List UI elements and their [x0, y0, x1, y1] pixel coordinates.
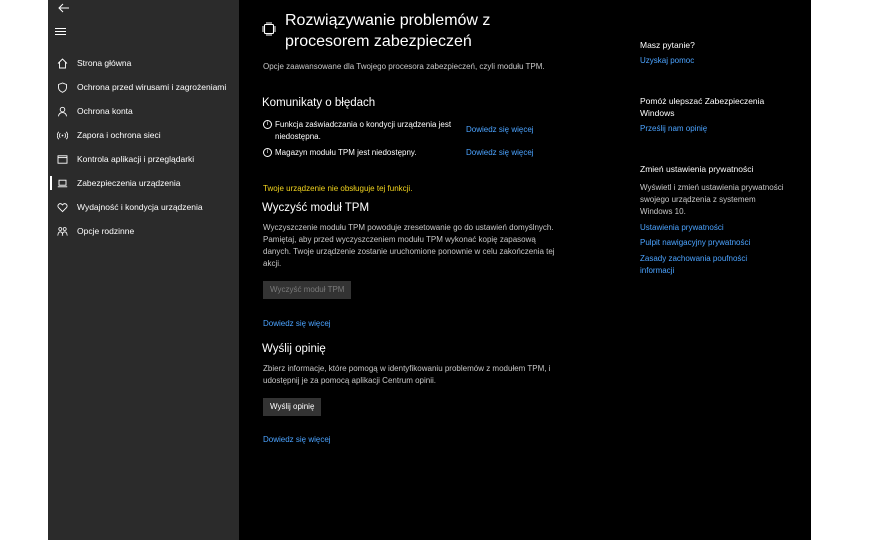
sidebar-item-account-protection[interactable] [48, 99, 239, 123]
laptop-icon [56, 177, 68, 189]
sidebar-item-device-performance[interactable] [48, 195, 239, 219]
sidebar-item-firewall[interactable] [48, 123, 239, 147]
send-feedback-description: Zbierz informacje, które pomogą w identyfikowaniu problemów z modułem TPM, i udostępnij je za pomocą aplikacji Centrum opinii. [263, 364, 551, 385]
unsupported-warning: Twoje urządzenie nie obsługuje tej funkcji. [263, 184, 413, 193]
wifi-icon [56, 129, 68, 141]
improve-heading: Pomóż ulepszać Zabezpieczenia Windows [640, 96, 765, 118]
sidebar-item-label: Kontrola aplikacji i przeglądarki [77, 154, 195, 164]
send-feedback-heading: Wyślij opinię [262, 343, 326, 355]
sidebar-item-device-security[interactable] [48, 171, 239, 195]
sidebar-item-label: Ochrona przed wirusami i zagrożeniami [77, 82, 227, 92]
sidebar-item-virus-protection[interactable] [48, 75, 239, 99]
sidebar-item-label: Ochrona konta [77, 106, 133, 116]
privacy-description: Wyświetl i zmień ustawienia prywatności swojego urządzenia z systemem Windows 10. [640, 183, 784, 216]
sidebar-item-label: Opcje rodzinne [77, 226, 135, 236]
question-heading: Masz pytanie? [640, 40, 695, 50]
sidebar-item-label: Strona główna [77, 58, 132, 68]
info-icon: i [263, 148, 272, 157]
learn-more-link[interactable]: Dowiedz się więcej [263, 319, 331, 328]
person-icon [56, 105, 68, 117]
privacy-heading: Zmień ustawienia prywatności [640, 164, 754, 174]
active-indicator [50, 176, 52, 190]
get-help-link[interactable]: Uzyskaj pomoc [640, 56, 695, 65]
sidebar [48, 0, 239, 540]
hamburger-menu-button[interactable] [54, 26, 68, 40]
home-icon [56, 57, 68, 69]
send-us-feedback-link[interactable]: Prześlij nam opinię [640, 124, 708, 133]
send-feedback-button[interactable]: Wyślij opinię [263, 398, 321, 416]
learn-more-link[interactable]: Dowiedz się więcej [466, 125, 534, 134]
hamburger-icon-line [55, 34, 66, 35]
error-message-text: Funkcja zaświadczania o kondycji urządzenia jest niedostępna. [275, 120, 452, 141]
hamburger-icon-line [55, 28, 66, 29]
page-title: Rozwiązywanie problemów z procesorem zabezpieczeń [285, 12, 491, 50]
learn-more-link[interactable]: Dowiedz się więcej [263, 435, 331, 444]
sidebar-item-app-browser-control[interactable] [48, 147, 239, 171]
back-arrow-icon [58, 3, 70, 13]
privacy-statement-link[interactable]: Zasady zachowania poufności informacji [640, 254, 748, 275]
back-button[interactable] [54, 0, 74, 16]
main-content [239, 0, 811, 540]
learn-more-link[interactable]: Dowiedz się więcej [466, 148, 534, 157]
privacy-dashboard-link[interactable]: Pulpit nawigacyjny prywatności [640, 238, 751, 247]
hamburger-icon-line [55, 31, 66, 32]
sidebar-item-family-options[interactable] [48, 219, 239, 243]
sidebar-item-label: Zapora i ochrona sieci [77, 130, 161, 140]
browser-window-icon [56, 153, 68, 165]
page-description: Opcje zaawansowane dla Twojego procesora zabezpieczeń, czyli modułu TPM. [263, 62, 545, 71]
error-messages-heading: Komunikaty o błędach [262, 97, 376, 109]
clear-tpm-button[interactable]: Wyczyść moduł TPM [263, 281, 351, 299]
family-icon [56, 225, 68, 237]
clear-tpm-description: Wyczyszczenie modułu TPM powoduje zresetowanie go do ustawień domyślnych. Pamiętaj, aby przed wyczyszczeniem modułu TPM wykonać kopię zapasową danych. Twoje urządzenie zostanie uruchomione ponownie w celu zakończenia tej akcji. [263, 223, 555, 268]
sidebar-item-label: Wydajność i kondycja urządzenia [77, 202, 203, 212]
shield-icon [56, 81, 68, 93]
sidebar-item-label: Zabezpieczenia urządzenia [77, 178, 181, 188]
clear-tpm-heading: Wyczyść moduł TPM [262, 202, 370, 214]
sidebar-item-home[interactable] [48, 51, 239, 75]
info-icon: i [263, 120, 272, 129]
processor-chip-icon [261, 21, 277, 37]
error-message-text: Magazyn modułu TPM jest niedostępny. [275, 148, 417, 157]
heart-icon [56, 201, 68, 213]
app-window [48, 0, 811, 540]
sidebar-nav [48, 51, 239, 243]
privacy-settings-link[interactable]: Ustawienia prywatności [640, 223, 724, 232]
